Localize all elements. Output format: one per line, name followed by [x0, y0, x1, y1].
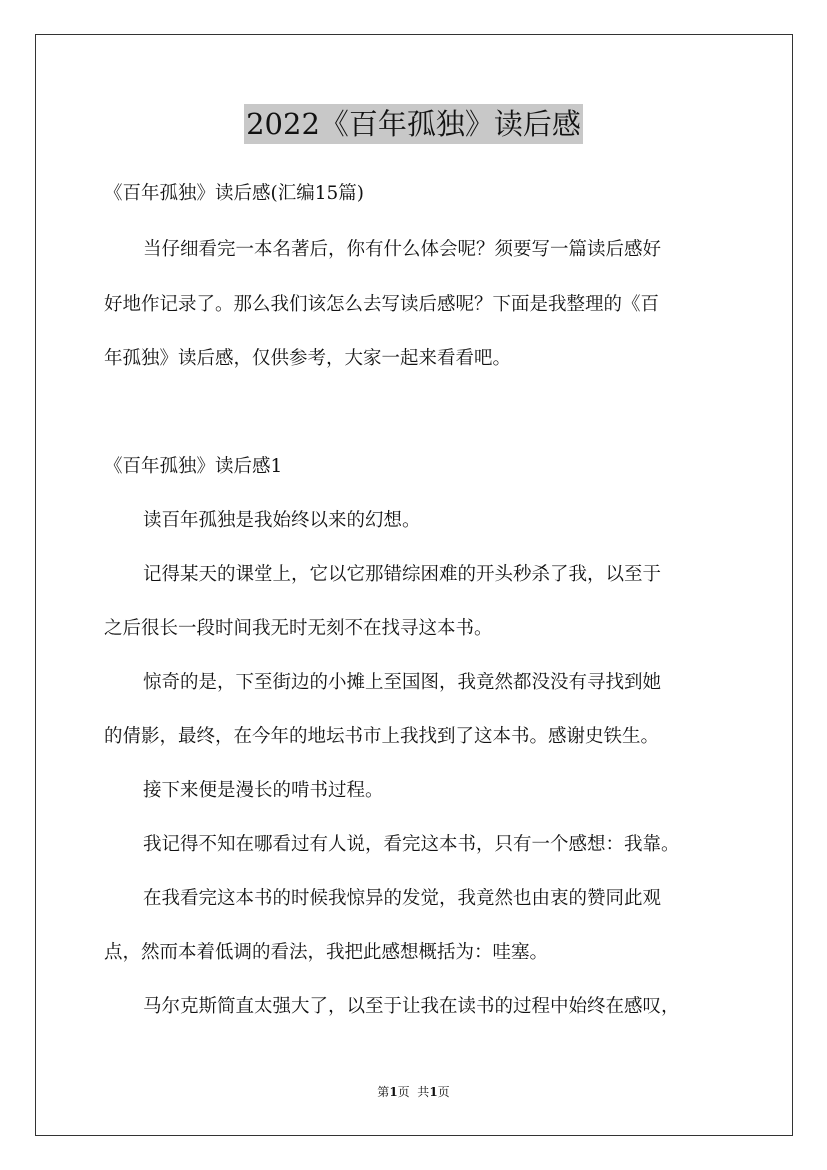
page-footer — [0, 1083, 827, 1100]
document-title: 2022《百年孤独》读后感 — [244, 104, 583, 144]
footer-mid: 页 共 — [397, 1085, 430, 1099]
intro-line: 年孤独》读后感，仅供参考，大家一起来看看吧。 — [104, 348, 512, 369]
body-line: 点，然而本着低调的看法，我把此感想概括为：哇塞。 — [104, 942, 549, 963]
body-line: 马尔克斯简直太强大了，以至于让我在读书的过程中始终在感叹， — [143, 996, 680, 1017]
footer-suffix: 页 — [437, 1085, 450, 1099]
footer-prefix: 第 — [377, 1085, 390, 1099]
body-line: 的倩影，最终，在今年的地坛书市上我找到了这本书。感谢史铁生。 — [104, 726, 660, 747]
document-subtitle: 《百年孤独》读后感(汇编15篇) — [104, 183, 364, 204]
document-title-wrap — [0, 104, 827, 144]
intro-line: 当仔细看完一本名著后，你有什么体会呢？须要写一篇读后感好 — [143, 239, 662, 260]
intro-line: 好地作记录了。那么我们该怎么去写读后感呢？下面是我整理的《百 — [104, 294, 660, 315]
body-line: 记得某天的课堂上，它以它那错综困难的开头秒杀了我，以至于 — [143, 564, 662, 585]
body-line: 惊奇的是，下至街边的小摊上至国图，我竟然都没没有寻找到她 — [143, 672, 662, 693]
body-line: 在我看完这本书的时候我惊异的发觉，我竟然也由衷的赞同此观 — [143, 888, 662, 909]
body-line: 之后很长一段时间我无时无刻不在找寻这本书。 — [104, 618, 493, 639]
body-line: 读百年孤独是我始终以来的幻想。 — [143, 510, 421, 531]
footer-page-total: 1 — [429, 1085, 438, 1099]
section-heading: 《百年孤独》读后感1 — [104, 456, 283, 477]
body-line: 我记得不知在哪看过有人说，看完这本书，只有一个感想：我靠。 — [143, 834, 680, 855]
footer-page-current: 1 — [389, 1085, 398, 1099]
body-line: 接下来便是漫长的啃书过程。 — [143, 780, 384, 801]
